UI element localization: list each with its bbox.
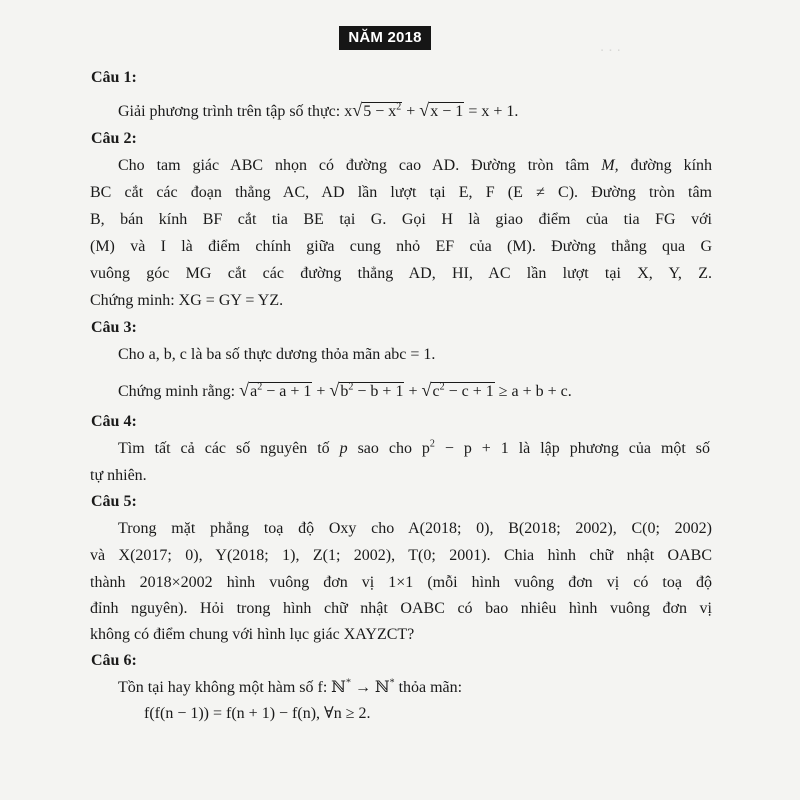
question-3-line-2: Chứng minh rằng: √ $a^2 - a + 1$ + √ $b^2 - b + 1$ + √ $c^2 - c + 1 \ge a + b + c$. (118, 381, 572, 403)
question-4-heading: Câu 4: (91, 413, 137, 430)
question-5-heading: Câu 5: (91, 493, 137, 510)
question-4-line-1: Tìm tất cả các số nguyên tố p sao cho $p^2 - p + 1$ là lập phương của một số (118, 438, 711, 457)
question-3-inequality: √ $a^2 - a + 1$ + √ $b^2 - b + 1$ + √ $c^2 - c + 1 \ge a + b + c$. (239, 383, 572, 400)
question-1-equation: x√ $5 - x^2$ + √ x − 1 = x + 1. (344, 103, 518, 120)
question-2-line-6: Chứng minh: XG = GY = YZ. (90, 292, 284, 309)
question-2-line-2: BC cắt các đoạn thẳng AC, AD lần lượt tại E, F (E ≠ C). Đường tròn tâm (90, 184, 712, 201)
question-5-line-5: không có điểm chung với hình lục giác XAYZCT? (90, 626, 415, 643)
question-5-line-1: Trong mặt phẳng toạ độ Oxy cho A(2018; 0), B(2018; 2002), C(0; 2002) (118, 520, 712, 537)
question-1-heading: Câu 1: (91, 69, 137, 86)
question-2-line-1: Cho tam giác ABC nhọn có đường cao AD. Đường tròn tâm M, đường kính (118, 157, 713, 174)
question-2-line-3: B, bán kính BF cắt tia BE tại G. Gọi H là giao điểm của tia FG với (90, 211, 712, 228)
question-5-line-4: đỉnh nguyên). Hỏi trong hình chữ nhật OABC có bao nhiêu hình vuông đơn vị (90, 600, 712, 617)
question-1-text: Giải phương trình trên tập số thực: x√ $5 - x^2$ + √ x − 1 = x + 1. (118, 101, 518, 123)
question-3-heading: Câu 3: (91, 319, 137, 336)
question-2-heading: Câu 2: (91, 130, 137, 147)
question-6-line-1: Tồn tại hay không một hàm số f: ℕ* → ℕ* thỏa mãn: (118, 677, 463, 696)
question-2-line-5: vuông góc MG cắt các đường thẳng AD, HI, AC lần lượt tại X, Y, Z. (90, 265, 712, 282)
question-4-line-2: tự nhiên. (90, 467, 147, 484)
question-3-line-1: Cho a, b, c là ba số thực dương thỏa mãn abc = 1. (118, 346, 436, 363)
question-2-line-4: (M) và I là điểm chính giữa cung nhỏ EF của (M). Đường thẳng qua G (90, 238, 712, 255)
bleed-through-mark: . . . (600, 38, 621, 55)
year-banner: NĂM 2018 (339, 26, 431, 50)
question-6-equation: f(f(n − 1)) = f(n + 1) − f(n), ∀n ≥ 2. (144, 705, 371, 722)
question-5-line-3: thành 2018×2002 hình vuông đơn vị 1×1 (mỗi hình vuông đơn vị có toạ độ (90, 574, 712, 591)
question-6-heading: Câu 6: (91, 652, 137, 669)
question-5-line-2: và X(2017; 0), Y(2018; 1), Z(1; 2002), T(0; 2001). Chia hình chữ nhật OABC (90, 547, 712, 564)
